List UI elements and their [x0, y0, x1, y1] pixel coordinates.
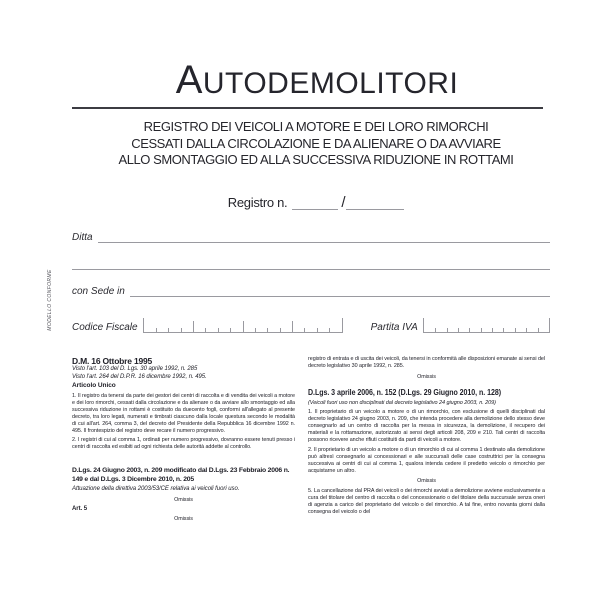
registro-year-field[interactable] [346, 198, 404, 210]
registro-number-field[interactable] [292, 198, 338, 210]
modello-conforme-note: MODELLO CONFORME [47, 269, 53, 331]
subtitle-line-1: REGISTRO DEI VEICOLI A MOTORE E DEI LORO RIMORCHI [143, 119, 489, 134]
dlgs-comma-1: 1. Il proprietario di un veicolo a motore o di un rimorchio, con esclusione di quelli disciplinati dal decreto legislativo 24 giugno 2003, n. 209, che intenda procedere alla demolizione dello stesso deve consegnarlo ad un centro di raccolta per la messa in sicurezza, la demolizione, il recupero dei materiali e la rottamazione, autorizzato ai sensi degli articoli 208, 209 e 210. Tali centri di raccolta possono ricevere anche rifiuti costituiti da parti di veicoli a motore. [308, 409, 545, 443]
legal-text-right-column [308, 356, 545, 516]
fiscal-row [72, 318, 550, 333]
art-5-heading: Art. 5 [72, 505, 88, 512]
continuation-paragraph: registro di entrata e di uscita dei veicoli, da tenersi in conformità alle disposizioni emanate ai sensi del decreto legislativo 30 aprile 1992, n. 285. [308, 356, 545, 369]
sede-label: con Sede in [72, 286, 125, 297]
page-title: AUTODEMOLITORI [175, 58, 459, 102]
partita-iva-label: Partita IVA [370, 322, 418, 333]
visto-line-1: Visto l'art. 103 del D. Lgs. 30 aprile 1992, n. 285 [72, 366, 198, 372]
dm-comma-1: 1. Il registro da tenersi da parte dei gestori dei centri di raccolta e di vendita dei veicoli a motore e dei loro rimorchi, cessati dalla circolazione e da alienare o da avviare allo smontaggio ed alla successiva riduzione in rottami è costituito da duecento fogli, conformi all'allegato al presente decreto, tra loro legati, numerati e timbrati ciascuno dalla locale questura secondo le modalità di cui all'art. 264, comma 3, del decreto del Presidente della Repubblica 16 dicembre 1992 n. 495. Il frontespizio del registro deve recare il numero progressivo. [72, 392, 295, 434]
omissis-text: Omissis [417, 373, 436, 380]
title-rule [72, 107, 543, 109]
dm-comma-2: 2. I registri di cui al comma 1, ordinati per numero progressivo, dovranno essere tenuti presso i centri di raccolta ed esibiti ad ogni richiesta delle autorità addette al controllo. [72, 437, 295, 451]
ditta-row [72, 231, 550, 243]
dlgs-comma-2: 2. Il proprietario di un veicolo a motore o di un rimorchio di cui al comma 1 destinato alla demolizione può altresì consegnarlo ai concessionari e alle succursali delle case costruttrici per la consegna successiva ai centri di cui al comma 1, qualora intenda cedere il predetto veicolo o rimorchio per acquistarne un altro. [308, 446, 545, 474]
dlgs-2003-heading: D.Lgs. 24 Giugno 2003, n. 209 modificato dal D.Lgs. 23 Febbraio 2006 n. 149 e dal D.Lgs. 3 Dicembre 2010, n. 205 [72, 467, 290, 483]
legal-text-left-column [72, 356, 295, 523]
subtitle-line-3: ALLO SMONTAGGIO ED ALLA SUCCESSIVA RIDUZIONE IN ROTTAMI [118, 152, 514, 167]
registro-label: Registro n. [227, 195, 288, 210]
articolo-unico-heading: Articolo Unico [72, 382, 116, 390]
sede-row [72, 285, 550, 297]
ditta-field[interactable] [98, 231, 550, 243]
visto-line-2: Visto l'art. 264 del D.P.R. 16 dicembre 1992, n. 495. [72, 373, 207, 380]
registro-number-row [66, 194, 566, 210]
dlgs-2006-subtitle: (Veicoli fuori uso non disciplinati dal decreto legislativo 24 giugno 2003, n. 209) [308, 399, 496, 406]
codice-fiscale-label: Codice Fiscale [72, 322, 138, 333]
ditta-label: Ditta [72, 232, 93, 243]
dlgs-2006-heading: D.Lgs. 3 aprile 2006, n. 152 (D.Lgs. 29 Giugno 2010, n. 128) [308, 387, 501, 397]
ditta-continuation-line[interactable] [72, 269, 550, 270]
dlgs-comma-5: 5. La cancellazione dal PRA dei veicoli o dei rimorchi avviati a demolizione avviene esclusivamente a cura del titolare del centro di raccolta o del concessionario o del titolare della succursale senza oneri di agenzia a carico del proprietario del veicolo o del rimorchio. A tal fine, entro novanta giorni dalla consegna del veicolo o del [308, 487, 545, 515]
omissis-text: Omissis [174, 516, 193, 523]
dm-heading: D.M. 16 Ottobre 1995 [72, 356, 153, 366]
partita-iva-cellbox[interactable] [423, 318, 550, 333]
registro-separator: / [341, 194, 346, 211]
attuazione-line: Attuazione della direttiva 2003/53/CE relativa ai veicoli fuori uso. [72, 486, 240, 493]
omissis-text: Omissis [417, 478, 436, 484]
omissis-text: Omissis [174, 496, 193, 503]
codice-fiscale-cellbox[interactable] [143, 318, 343, 333]
page-subtitle [66, 119, 566, 169]
subtitle-line-2: CESSATI DALLA CIRCOLAZIONE E DA ALIENARE O DA AVVIARE [131, 135, 501, 151]
sede-field[interactable] [130, 285, 550, 297]
